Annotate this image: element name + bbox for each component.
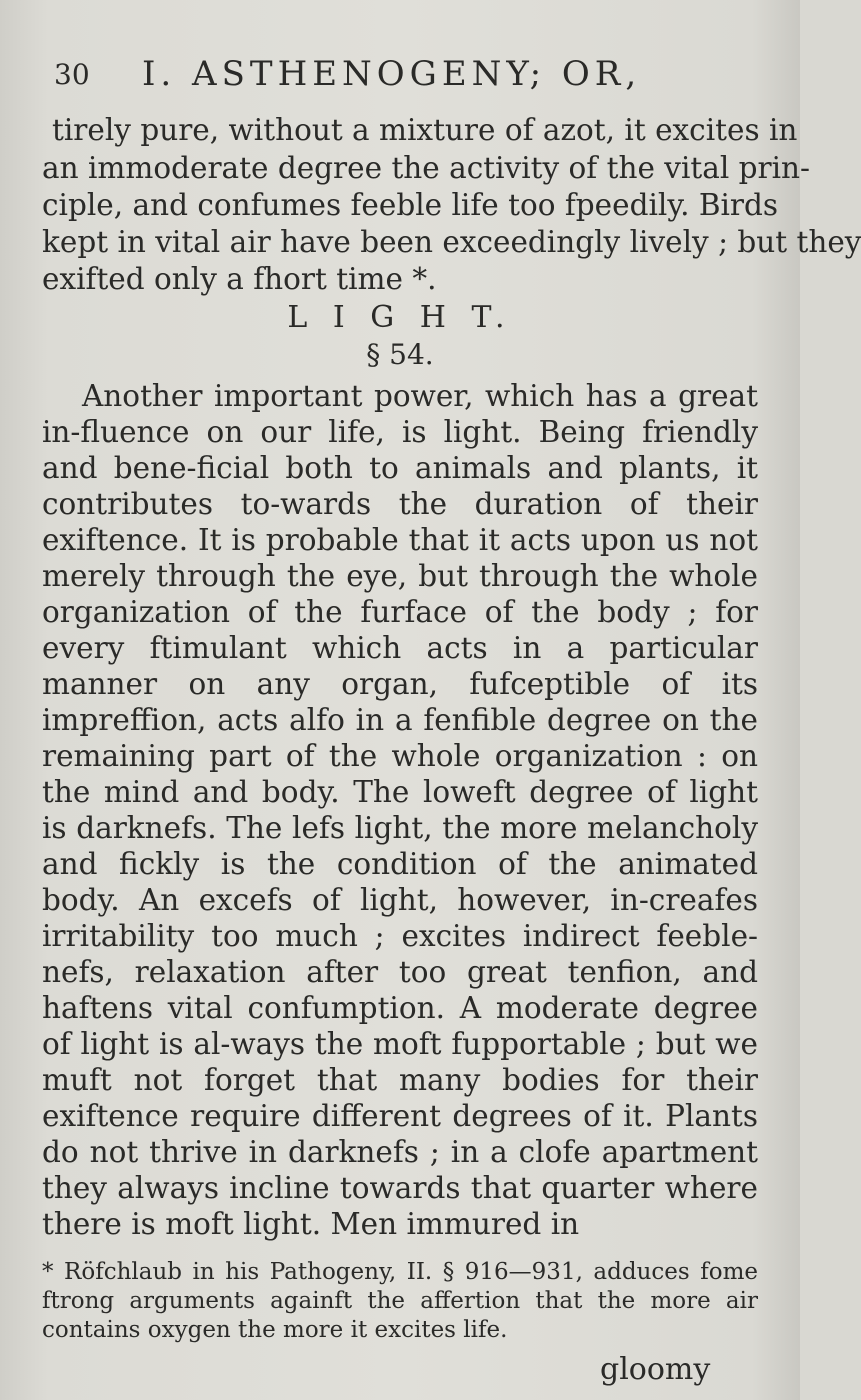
footnote: * Röfchlaub in his Pathogeny, II. § 916—931, adduces fome ftrong arguments againft the affertion that the more air contains oxygen the more it excites life. (42, 1259, 758, 1343)
page-header (42, 50, 762, 102)
running-head: I. ASTHENOGENY; OR, (142, 54, 642, 94)
section-number: § 54. (366, 338, 434, 371)
continuation-line: tirely pure, without a mixture of azot, it excites in (52, 113, 798, 147)
body-paragraph: Another important power, which has a great in-fluence on our life, is light. Being friendly and bene-ficial both to animals and plants, it contributes to-wards the duration of their exiftence. It is probable that it acts upon us not merely through the eye, but through the whole organization of the furface of the body ; for every ftimulant which acts in a particular manner on any organ, fufceptible of its impreffion, acts alfo in a fenfible degree on the remaining part of the whole organization : on the mind and body. The loweft degree of light is darknefs. The lefs light, the more melancholy and fickly is the condition of the animated body. An excefs of light, however, in-creafes irritability too much ; excites indirect feeble-nefs, relaxation after too great tenfion, and haftens vital confumption. A moderate degree of light is al-ways the moft fupportable ; but we muft not forget that many bodies for their exiftence require different degrees of it. Plants do not thrive in darknefs ; in a clofe apartment they always incline towards that quarter where there is moft light. Men immured in (42, 379, 758, 1241)
page-number: 30 (54, 58, 90, 91)
continuation-line: exifted only a fhort time *. (42, 262, 437, 296)
section-heading: L I G H T. (287, 300, 513, 335)
continuation-line: ciple, and confumes feeble life too fpeedily. Birds (42, 188, 779, 222)
catchword: gloomy (600, 1352, 711, 1387)
continuation-line: an immoderate degree the activity of the vital prin- (42, 151, 811, 185)
continuation-line: kept in vital air have been exceedingly lively ; but they (42, 225, 861, 259)
